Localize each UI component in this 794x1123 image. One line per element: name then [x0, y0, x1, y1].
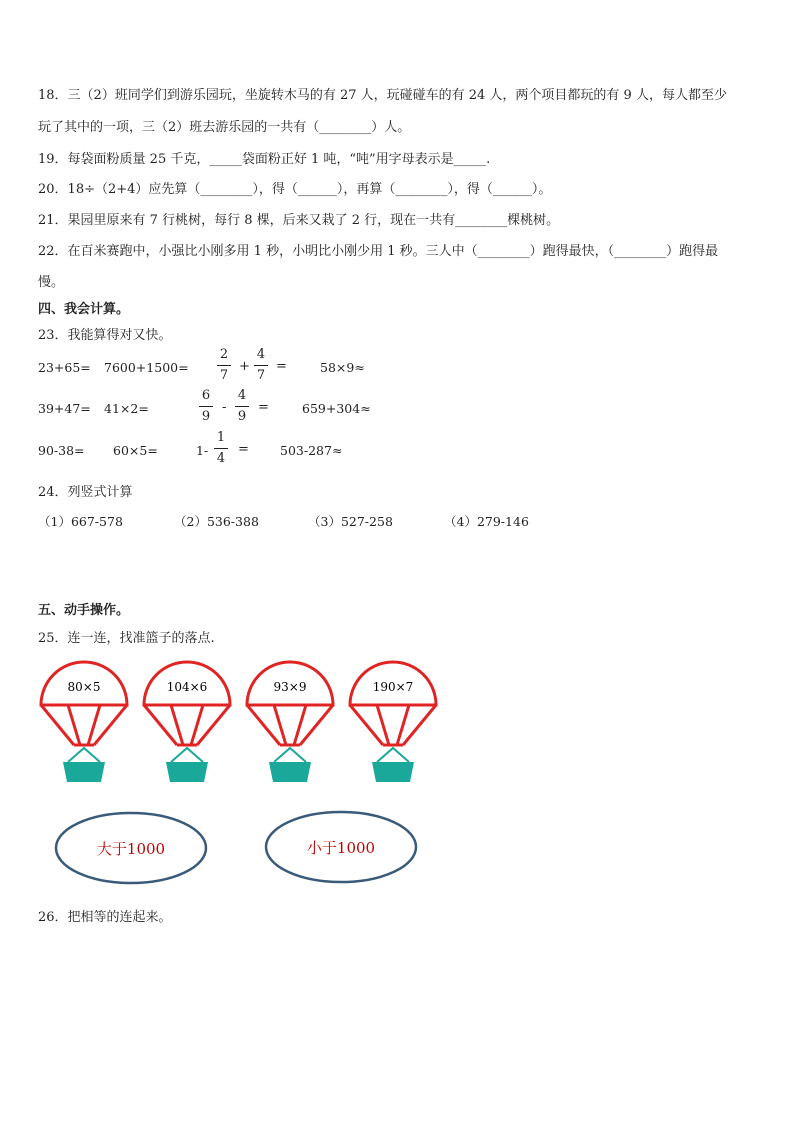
calc-r2-eq: =	[258, 400, 269, 415]
oval-label-greater: 大于1000	[96, 840, 166, 858]
fraction-r2-1	[199, 388, 213, 425]
question-22-line2: 慢。	[38, 275, 65, 290]
section-5-heading: 五、动手操作。	[38, 603, 130, 618]
numerator: 2	[219, 347, 229, 362]
calc-r1-a: 23+65=	[38, 360, 91, 375]
numerator: 1	[216, 430, 226, 445]
parachute-diagram	[0, 650, 794, 900]
oval-label-less: 小于1000	[306, 839, 376, 857]
calc-r3-a: 90-38=	[38, 443, 85, 458]
q24-item-2: （2）536-388	[174, 514, 259, 529]
fraction-r3	[214, 430, 228, 467]
denominator: 4	[216, 451, 226, 466]
parachute-3[interactable]	[247, 662, 333, 782]
question-19: 19．每袋面粉质量 25 千克，_____袋面粉正好 1 吨，“吨”用字母表示是_____.	[38, 152, 491, 167]
parachute-1[interactable]	[41, 662, 127, 782]
calc-r2-b: 41×2=	[104, 401, 149, 416]
q24-item-1: （1）667-578	[38, 514, 123, 529]
question-24: 24．列竖式计算	[38, 485, 133, 500]
fraction-r1-2	[254, 347, 268, 384]
fraction-bar	[217, 365, 231, 366]
numerator: 6	[201, 388, 211, 403]
oval-greater-1000[interactable]	[56, 813, 206, 883]
question-25: 25．连一连，找准篮子的落点.	[38, 631, 215, 646]
numerator: 4	[237, 388, 247, 403]
question-22-line1: 22．在百米赛跑中，小强比小刚多用 1 秒，小明比小刚少用 1 秒。三人中（________）跑得最快，（________）跑得最	[38, 244, 719, 259]
fraction-bar	[235, 406, 249, 407]
question-20: 20．18÷（2+4）应先算（________），得（______），再算（________），得（______）。	[38, 182, 552, 197]
denominator: 9	[237, 409, 247, 424]
fraction-r1-1	[217, 347, 231, 384]
calc-r1-d: 58×9≈	[320, 360, 365, 375]
q24-item-3: （3）527-258	[308, 514, 393, 529]
fraction-bar	[254, 365, 268, 366]
parachute-2[interactable]	[144, 662, 230, 782]
calc-r1-eq: =	[276, 359, 287, 374]
parachute-label-4: 190×7	[372, 680, 414, 694]
parachute-label-1: 80×5	[67, 680, 101, 694]
numerator: 4	[256, 347, 266, 362]
calc-r2-d: 659+304≈	[302, 401, 371, 416]
calc-r1-op: +	[239, 359, 250, 374]
parachute-4[interactable]	[350, 662, 436, 782]
calc-r3-d: 503-287≈	[280, 443, 343, 458]
question-18-line2: 玩了其中的一项，三（2）班去游乐园的一共有（________）人。	[38, 120, 411, 135]
question-21: 21．果园里原来有 7 行桃树，每行 8 棵，后来又栽了 2 行，现在一共有________棵桃树。	[38, 213, 560, 228]
parachute-label-3: 93×9	[273, 680, 307, 694]
calc-r3-pre: 1-	[196, 443, 209, 458]
parachute-label-2: 104×6	[166, 680, 208, 694]
section-4-heading: 四、我会计算。	[38, 302, 130, 317]
calc-r3-b: 60×5=	[113, 443, 158, 458]
question-18-line1: 18．三（2）班同学们到游乐园玩，坐旋转木马的有 27 人，玩碰碰车的有 24 人，两个项目都玩的有 9 人，每人都至少	[38, 88, 727, 103]
oval-less-1000[interactable]	[266, 812, 416, 882]
question-23: 23．我能算得对又快。	[38, 328, 172, 343]
calc-r2-op: -	[222, 400, 227, 415]
question-26: 26．把相等的连起来。	[38, 910, 172, 925]
calc-r1-b: 7600+1500=	[104, 360, 189, 375]
fraction-bar	[199, 406, 213, 407]
denominator: 7	[219, 368, 229, 383]
denominator: 7	[256, 368, 266, 383]
calc-r2-a: 39+47=	[38, 401, 91, 416]
fraction-r2-2	[235, 388, 249, 425]
q24-item-4: （4）279-146	[444, 514, 529, 529]
denominator: 9	[201, 409, 211, 424]
calc-r3-eq: =	[238, 442, 249, 457]
fraction-bar	[214, 448, 228, 449]
